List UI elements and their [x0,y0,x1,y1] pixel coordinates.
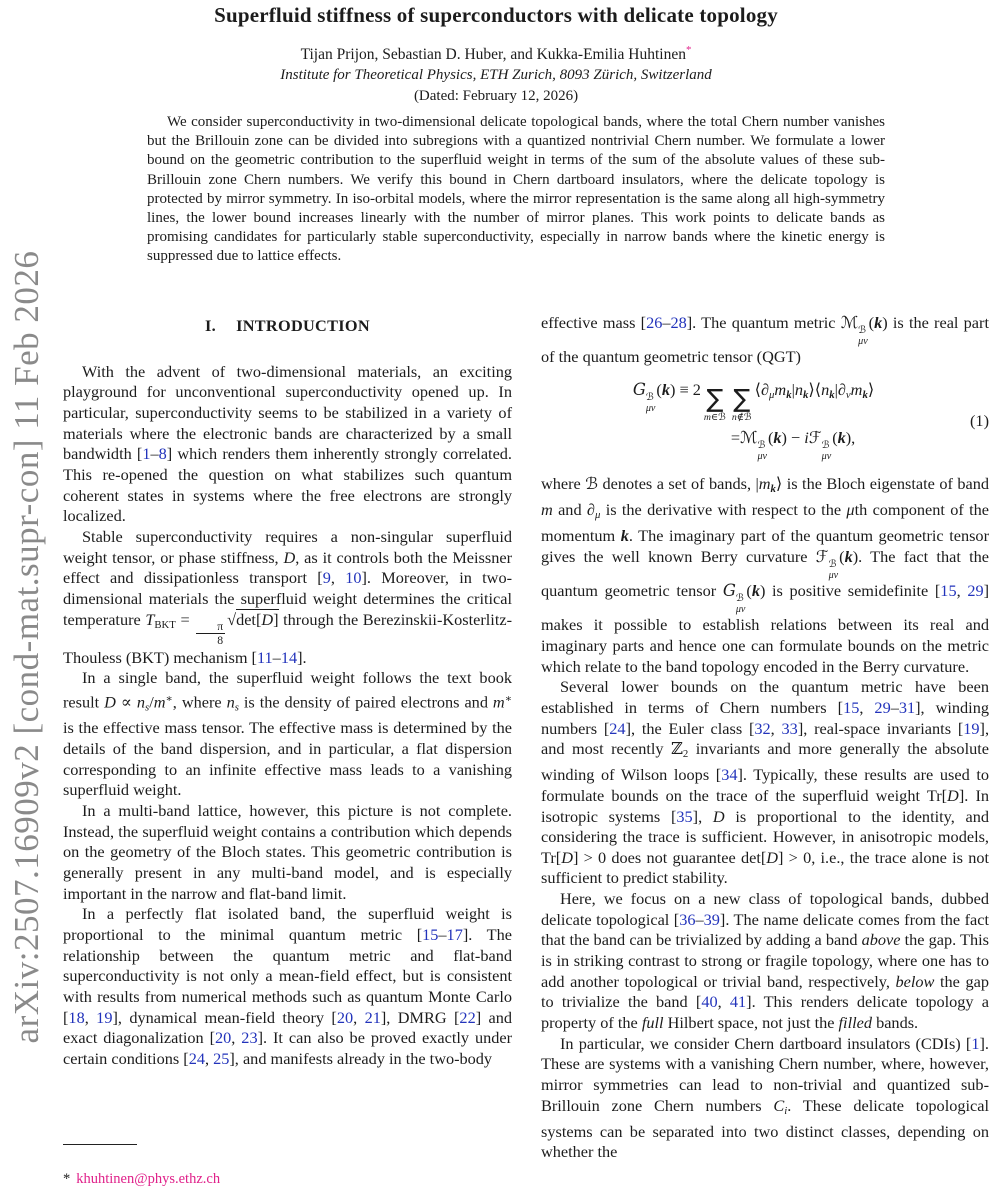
citation-link[interactable]: 18 [68,1007,85,1027]
citation-link[interactable]: 31 [898,698,916,718]
citation-link[interactable]: 39 [703,909,720,929]
citation-link[interactable]: 9 [322,568,331,588]
citation-link[interactable]: 41 [729,992,747,1012]
citation-link[interactable]: 29 [967,581,984,601]
citation-link[interactable]: 8 [158,444,167,464]
paragraph: In particular, we consider Chern dartboard insulators (CDIs) [1]. These are systems with a vanishing Chern number, where, however, mirror symmetries can lead to non-trivial and quantized sub-Brillouin zone Chern numbers $C_i$. These delicate topological systems can be separated into two distinct classes, depending on whether the [541,1033,990,1162]
paragraph: In a single band, the superfluid weight follows the text book result $D \propto n_s/m^∗$, where $n_s$ is the density of paired electrons and m∗ is the effective mass tensor. The effective mass is determined by the details of the band dispersion, and in particular, a flat dispersion corresponding to an infinite effective mass leads to a vanishing superfluid weight. [63,668,512,800]
citation-link[interactable]: 1 [971,1033,980,1053]
citation-link[interactable]: 26 [646,313,663,332]
citation-link[interactable]: 36 [679,909,696,929]
citation-link[interactable]: 11 [256,647,273,667]
paragraph: In a perfectly flat isolated band, the superfluid weight is proportional to the minimal quantum metric [15–17]. The relationship between the quantum metric and flat-band superconductivity is not only a mean-field effect, but is consistent with results from numerical methods such as quantum Monte Carlo [18, 19], dynamical mean-field theory [20, 21], DMRG [22] and exact diagonalization [20, 23]. It can also be proved exactly under certain conditions [24, 25], and manifests already in the two-body [63,904,513,1068]
footnote-marker: * [63,1171,71,1187]
citation-link[interactable]: 24 [188,1048,205,1068]
footnote [63,1144,512,1188]
citation-link[interactable]: 25 [213,1048,230,1068]
footnote-email-link[interactable]: khuhtinen@phys.ethz.ch [76,1171,221,1187]
citation-link[interactable]: 19 [963,718,980,738]
citation-link[interactable]: 10 [345,568,362,588]
citation-link[interactable]: 15 [940,581,957,601]
paragraph: In a multi-band lattice, however, this picture is not complete. Instead, the superfluid weight contains a contribution which depends on the geometry of the Bloch states. This geometric contribution is generally present in any multi-band model, and is especially important in the narrow and flat-band limit. [63,800,512,903]
citation-link[interactable]: 22 [459,1007,476,1027]
paragraph: Stable superconductivity requires a non-singular superfluid weight tensor, or phase stiffness, D, as it controls both the Meissner effect and dissipationless transport [9, 10]. Moreover, in two-dimensional materials the superfluid weight determines the critical temperature $T_{BKT}$ = $\frac{\pi}{8}$ √det[D] through the Berezinskii-Kosterlitz-Thouless (BKT) mechanism [11–14]. [63,526,513,667]
citation-link[interactable]: 34 [721,765,738,785]
section-title: INTRODUCTION [236,316,370,335]
abstract: We consider superconductivity in two-dimensional delicate topological bands, where the total Chern number vanishes but the Brillouin zone can be divided into subregions with a quantized nontrivial Chern number. We formulate a lower bound on the geometric contribution to the superfluid weight in terms of the sum of the absolute values of these sub-Brillouin zone Chern numbers. We verify this bound in Chern dartboard insulators, where the delicate topology is protected by mirror symmetry. In iso-orbital models, where the mirror representation is the same along all high-symmetry lines, the lower bound increases linearly with the number of mirror planes. This work points to delicate bands as promising candidates for particularly stable superconductivity, especially in narrow bands where the kinetic energy is suppressed due to lattice effects. [147,114,885,265]
paragraph: where ℬ denotes a set of bands, $|m_k⟩$ is the Bloch eigenstate of band m and $\partial_\mu$ is the derivative with respect to the μth component of the momentum k. The imaginary part of the quantum geometric tensor gives the well known Berry curvature ℱ ℬ μν (k). The fact that the quantum geometric tensor G ℬ μν (k) is positive semidefinite [15, 29] makes it possible to establish relations between its real and imaginary parts and hence one can formulate bounds on the metric which relate to the band topology encoded in the Berry curvature. [541,474,990,676]
citation-link[interactable]: 24 [609,718,626,738]
citation-link[interactable]: 15 [422,924,439,944]
equation-line-2: =ℳ ℬ μν (k) − iℱ ℬ μν (k), [730,428,856,463]
footnote-line [63,1171,512,1188]
footnote-rule [63,1144,137,1145]
paragraph: effective mass [26–28]. The quantum metric ℳ ℬ μν (k) is the real part of the quantum geometric tensor (QGT) [541,313,989,367]
citation-link[interactable]: 17 [446,924,463,944]
citation-link[interactable]: 40 [701,992,718,1012]
authors-line [0,44,992,64]
equation-body [541,380,966,463]
equation-number: (1) [970,411,989,430]
equation-1 [541,380,989,463]
citation-link[interactable]: 23 [241,1028,258,1048]
author-footnote-marker[interactable]: * [685,44,692,56]
paragraph: Several lower bounds on the quantum metric have been established in terms of Chern numbers [15, 29–31], winding numbers [24], the Euler class [32, 33], real-space invariants [19], and most recently ℤ$_2$ invariants and more generally the absolute winding of Wilson loops [34]. Typically, these results are used to formulate bounds on the trace of the superfluid weight Tr[D]. In isotropic systems [35], D is proportional to the identity, and considering the trace is sufficient. However, in anisotropic models, Tr[D] > 0 does not guarantee det[D] > 0, i.e., the trace alone is not sufficient to predict stability. [541,677,990,888]
paragraph: Here, we focus on a new class of topological bands, dubbed delicate topological [36–39]. The name delicate comes from the fact that the band can be trivialized by adding a band above the gap. This is in striking contrast to strong or fragile topology, where one has to add another topological or trivial band, respectively, below the gap to trivialize the band [40, 41]. This renders delicate topology a property of the full Hilbert space, not just the filled bands. [541,889,990,1033]
citation-link[interactable]: 32 [754,718,771,738]
citation-link[interactable]: 15 [843,698,860,718]
citation-link[interactable]: 28 [670,313,687,332]
section-number: I. [205,316,217,335]
affiliation: Institute for Theoretical Physics, ETH Zurich, 8093 Zürich, Switzerland [280,67,712,84]
column-left [63,313,512,1069]
author-names: Tijan Prijon, Sebastian D. Huber, and Kukka-Emilia Huhtinen [300,46,686,64]
citation-link[interactable]: 20 [336,1007,354,1027]
citation-link[interactable]: 20 [215,1028,232,1048]
paper-header [0,0,992,105]
date-line: (Dated: February 12, 2026) [413,88,579,105]
citation-link[interactable]: 21 [364,1007,381,1027]
arxiv-watermark: arXiv:2507.16909v2 [cond-mat.supr-con] 11 Feb 2026 [7,250,46,1044]
citation-link[interactable]: 19 [96,1007,113,1027]
citation-link[interactable]: 14 [280,647,298,667]
column-right [541,313,989,1163]
citation-link[interactable]: 35 [676,806,693,826]
paragraph: With the advent of two-dimensional materials, an exciting playground for unconventional superconductivity opened up. In particular, superconductivity seems to be stabilized in a variety of materials where the electronic bands are characterized by a small bandwidth [1–8] which renders them inherently strongly correlated. This re-opened the question on what stabilizes such quantum coherent states in systems where the free electrons are strongly localized. [63,361,513,526]
citation-link[interactable]: 33 [781,718,798,738]
equation-line-1: G ℬ μν (k) ≡ 2 ∑ m∈ℬ ∑ n∉ℬ $⟨\partial_\mu m_k|n_k⟩⟨n_k|\partial_\nu m_k⟩$ [632,379,875,424]
section-heading-introduction [63,316,512,337]
citation-link[interactable]: 1 [142,444,151,464]
paper-title: Superfluid stiffness of superconductors with delicate topology [214,3,778,27]
citation-link[interactable]: 29 [874,698,891,718]
